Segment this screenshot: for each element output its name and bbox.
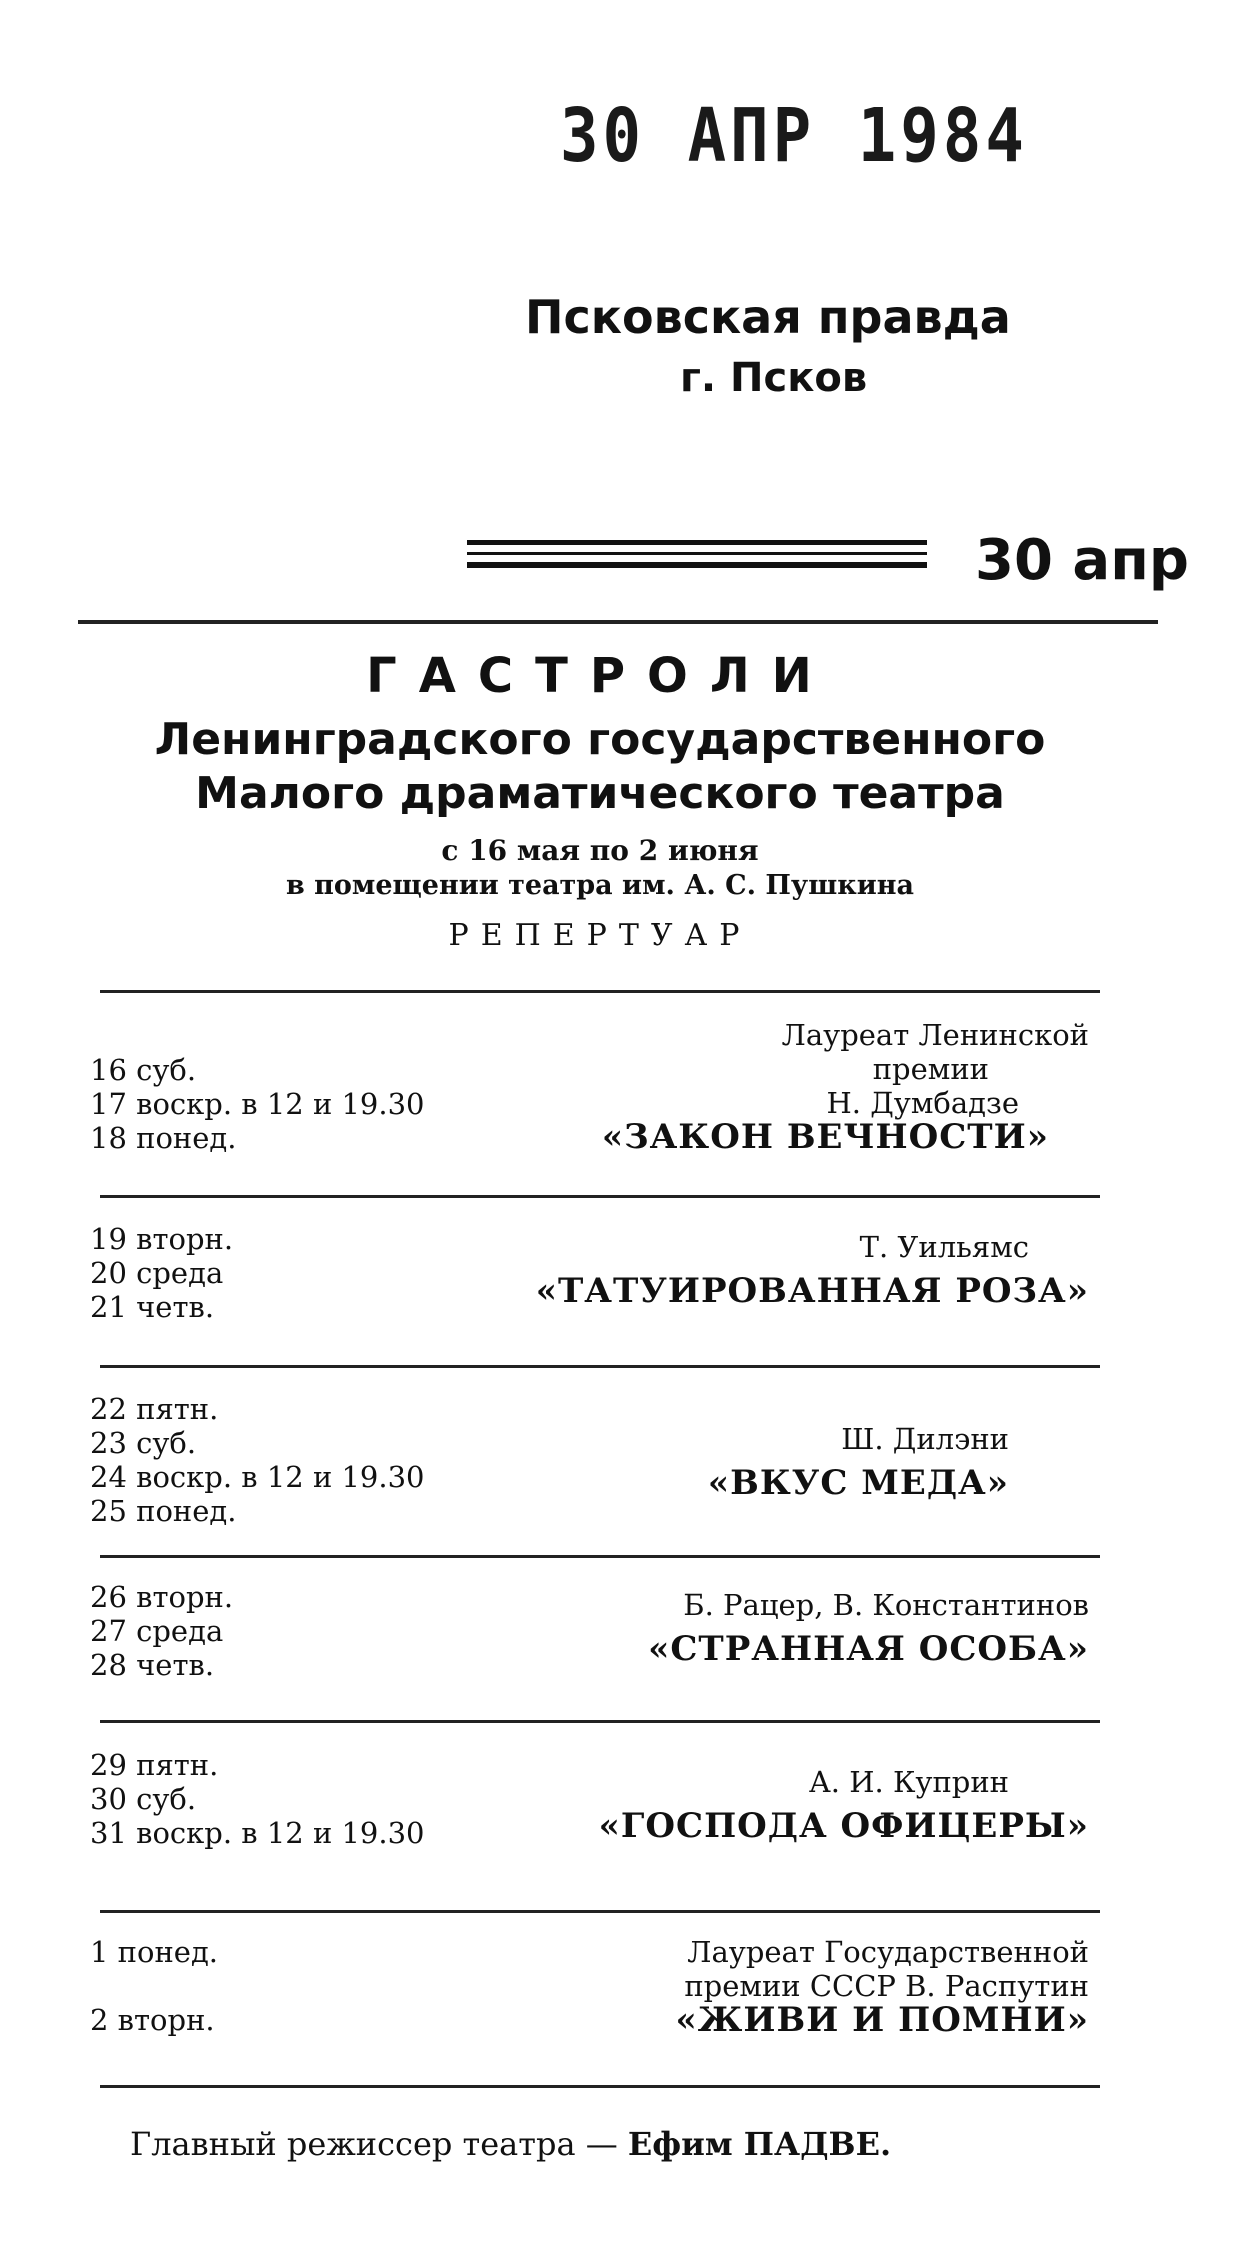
tour-venue: в помещении театра им. А. С. Пушкина [285,870,914,901]
play-title: «СТРАННАЯ ОСОБА» [648,1629,1089,1669]
section-divider [100,990,1100,993]
author-line: Б. Рацер, В. Константинов [683,1588,1089,1622]
director-credit [130,2125,891,2163]
day-line: 28 четв. [90,1648,215,1682]
day-line: 2 вторн. [90,2003,215,2037]
play-info [598,1765,1089,1846]
section-divider [100,1555,1100,1558]
theatre-name-line2: Малого драматического театра [195,768,1005,819]
play-info [601,1018,1089,1157]
tour-dates: с 16 мая по 2 июня [441,834,759,867]
section-divider [100,1720,1100,1723]
masthead-rule [467,540,927,545]
day-line: 27 среда [90,1614,224,1648]
performance-days [90,1580,233,1682]
author-line: Т. Уильямс [859,1230,1029,1264]
day-line: 30 суб. [90,1782,197,1816]
day-line: 17 воскр. в 12 и 19.30 [90,1087,425,1121]
author-line: премии [872,1052,989,1086]
issue-date: 30 апр [975,528,1189,593]
play-info [648,1588,1089,1669]
performance-days [90,1053,425,1155]
day-line: 26 вторн. [90,1580,234,1614]
director-credit-prefix: Главный режиссер театра — [130,2125,618,2163]
author-line: Лауреат Государственной [687,1935,1089,1969]
page-top-rule [78,620,1158,624]
performance-days [90,1392,425,1528]
spacer [90,1969,218,2003]
day-line: 16 суб. [90,1053,197,1087]
repertoire-label: РЕПЕРТУАР [448,918,752,953]
play-title: «ГОСПОДА ОФИЦЕРЫ» [598,1806,1089,1846]
day-line: 23 суб. [90,1426,197,1460]
day-line: 31 воскр. в 12 и 19.30 [90,1816,425,1850]
announcement-title: ГАСТРОЛИ [366,648,834,704]
masthead-rule [467,562,927,568]
section-divider [100,1195,1100,1198]
clipping-stamp-date: 30 АПР 1984 [560,94,1028,180]
day-line: 18 понед. [90,1121,237,1155]
author-line: Ш. Дилэни [841,1422,1009,1456]
play-info [707,1422,1089,1503]
day-line: 20 среда [90,1256,224,1290]
day-line: 25 понед. [90,1494,237,1528]
director-name: Ефим ПАДВЕ. [627,2125,892,2163]
author-line: А. И. Куприн [808,1765,1009,1799]
play-title: «ЖИВИ И ПОМНИ» [675,2000,1089,2040]
play-title: «ЗАКОН ВЕЧНОСТИ» [601,1117,1049,1157]
section-divider [100,2085,1100,2088]
masthead-rule [467,552,927,555]
play-title: «ТАТУИРОВАННАЯ РОЗА» [535,1271,1089,1311]
day-line: 24 воскр. в 12 и 19.30 [90,1460,425,1494]
author-line: Н. Думбадзе [826,1086,1019,1120]
performance-days [90,1935,218,2037]
performance-days [90,1222,233,1324]
day-line: 22 пятн. [90,1392,219,1426]
play-title: «ВКУС МЕДА» [707,1463,1009,1503]
section-divider [100,1910,1100,1913]
section-divider [100,1365,1100,1368]
day-line: 19 вторн. [90,1222,234,1256]
day-line: 1 понед. [90,1935,219,1969]
performance-days [90,1748,425,1850]
play-info [675,1935,1090,2040]
day-line: 29 пятн. [90,1748,219,1782]
theatre-name-line1: Ленинградского государственного [154,714,1046,765]
publication-city: г. Псков [680,355,868,401]
day-line: 21 четв. [90,1290,215,1324]
publication-name: Псковская правда [525,290,1011,344]
play-info [535,1230,1089,1311]
author-line: премии СССР В. Распутин [684,1969,1089,2003]
author-line: Лауреат Ленинской [781,1018,1089,1052]
